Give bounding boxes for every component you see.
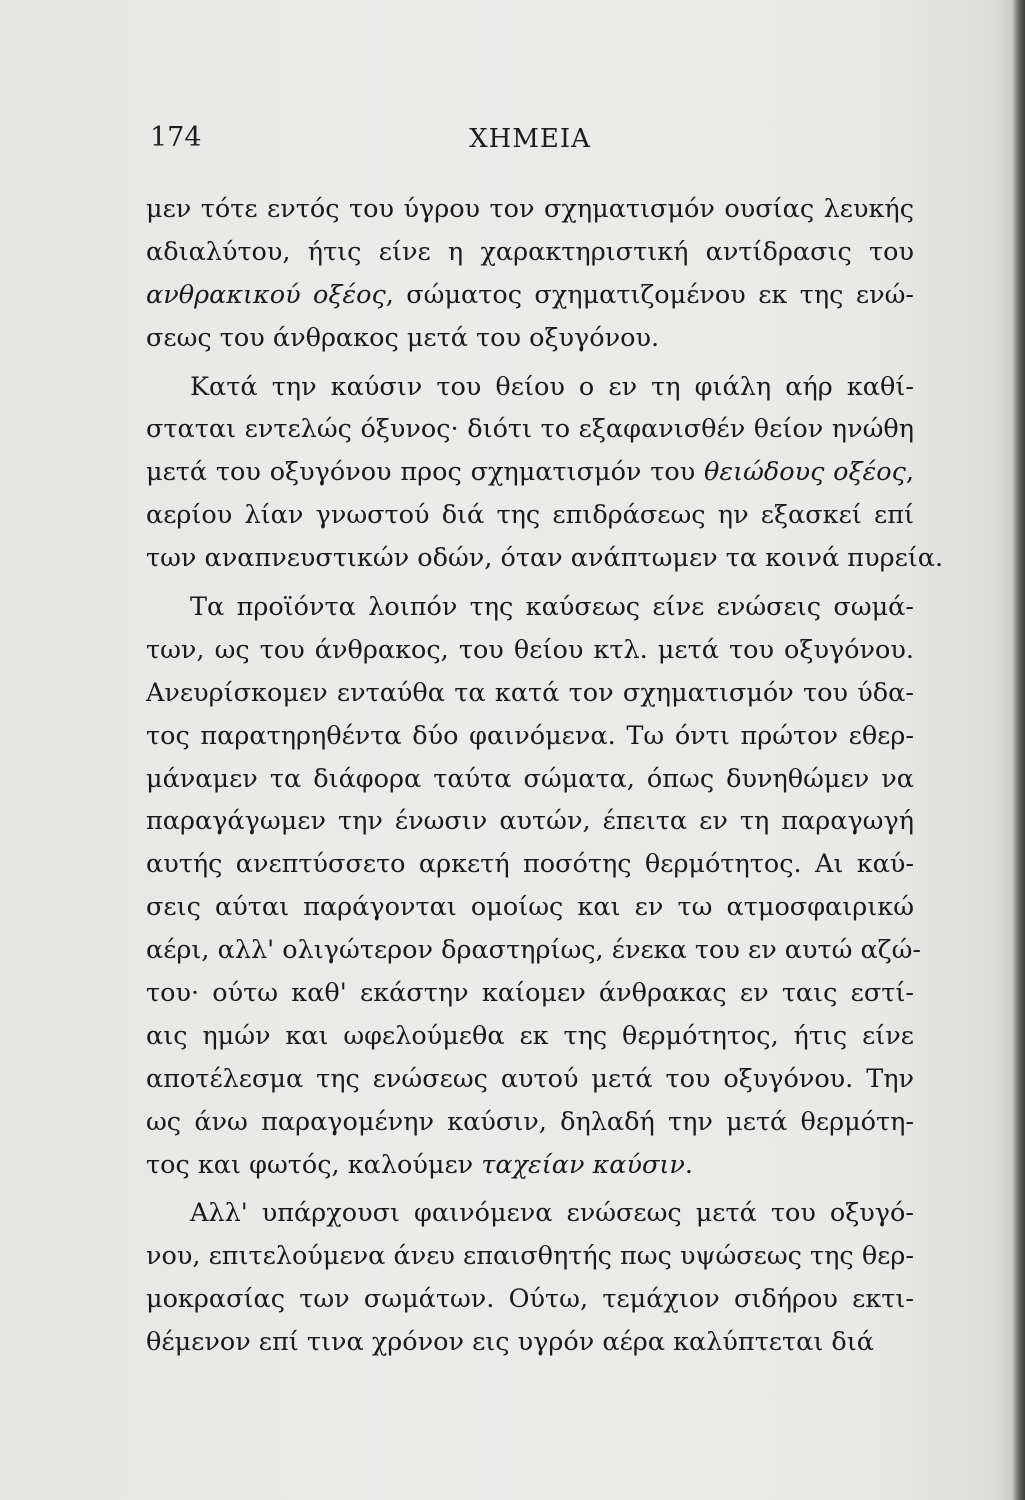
text-line: αέρι, αλλ' ολιγώτερον δραστηρίως, ένεκα του εν αυτώ αζώ- bbox=[146, 935, 921, 966]
text-line: του· ούτω καθ' εκάστην καίομεν άνθρακας εν ταις εστί- bbox=[146, 978, 914, 1009]
text-line: σεως του άνθρακος μετά του οξυγόνου. bbox=[146, 322, 660, 353]
text-line: αυτής ανεπτύσσετο αρκετή ποσότης θερμότητος. Αι καύ- bbox=[146, 849, 914, 880]
text-line: μετά του οξυγόνου προς σχηματισμόν του θειώδους οξέος, bbox=[146, 457, 914, 488]
text-line: Αλλ' υπάρχουσι φαινόμενα ενώσεως μετά του οξυγό- bbox=[190, 1198, 914, 1229]
italic-term: ανθρακικού οξέος bbox=[146, 279, 386, 310]
text-line: Τα προϊόντα λοιπόν της καύσεως είνε ενώσεις σωμά- bbox=[190, 592, 914, 623]
text-line: αις ημών και ωφελούμεθα εκ της θερμότητος, ήτις είνε bbox=[146, 1020, 914, 1051]
text-line: Ανευρίσκομεν ενταύθα τα κατά τον σχηματισμόν του ύδα- bbox=[146, 677, 914, 708]
text-line: μοκρασίας των σωμάτων. Ούτω, τεμάχιον σιδήρου εκτι- bbox=[146, 1284, 914, 1315]
paragraph bbox=[146, 188, 914, 360]
page-number: 174 bbox=[150, 122, 202, 153]
paragraph bbox=[146, 586, 921, 1186]
body-text bbox=[146, 188, 944, 1364]
page-edge-shadow bbox=[1011, 0, 1025, 1500]
chapter-title: ΧΗΜΕΙΑ bbox=[469, 124, 591, 154]
text-line: τος παρατηρηθέντα δύο φαινόμενα. Τω όντι πρώτον εθερ- bbox=[146, 720, 914, 751]
text-line: νου, επιτελούμενα άνευ επαισθητής πως υψώσεως της θερ- bbox=[146, 1241, 914, 1272]
text-line: Κατά την καύσιν του θείου ο εν τη φιάλη αήρ καθί- bbox=[190, 371, 914, 402]
paragraph bbox=[146, 1192, 914, 1364]
text-line: ως άνω παραγομένην καύσιν, δηλαδή την μετά θερμότη- bbox=[146, 1106, 914, 1137]
text-line: των, ως του άνθρακος, του θείου κτλ. μετά του οξυγόνου. bbox=[146, 634, 914, 665]
text-line: ανθρακικού οξέος, σώματος σχηματιζομένου εκ της ενώ- bbox=[146, 279, 914, 310]
paragraph bbox=[146, 366, 944, 580]
text-line: σταται εντελώς όξυνος· διότι το εξαφανισθέν θείον ηνώθη bbox=[146, 414, 914, 445]
text-line: τος και φωτός, καλούμεν ταχείαν καύσιν. bbox=[146, 1149, 694, 1180]
text-line: θέμενον επί τινα χρόνον εις υγρόν αέρα καλύπτεται διά bbox=[146, 1327, 875, 1358]
text-line: παραγάγωμεν την ένωσιν αυτών, έπειτα εν τη παραγωγή bbox=[146, 806, 914, 837]
italic-term: θειώδους οξέος bbox=[704, 457, 906, 488]
text-line: μεν τότε εντός του ύγρου τον σχηματισμόν ουσίας λευκής bbox=[146, 194, 914, 224]
italic-term: ταχείαν καύσιν bbox=[481, 1149, 685, 1180]
text-line: αδιαλύτου, ήτις είνε η χαρακτηριστική αντίδρασις του bbox=[146, 236, 914, 267]
text-line: μάναμεν τα διάφορα ταύτα σώματα, όπως δυνηθώμεν να bbox=[146, 763, 914, 794]
text-line: σεις αύται παράγονται ομοίως και εν τω ατμοσφαιρικώ bbox=[146, 892, 914, 923]
text-line: των αναπνευστικών οδών, όταν ανάπτωμεν τα κοινά πυρεία. bbox=[146, 543, 944, 574]
running-head bbox=[150, 122, 910, 162]
text-line: αποτέλεσμα της ενώσεως αυτού μετά του οξυγόνου. Την bbox=[146, 1063, 914, 1094]
text-line: αερίου λίαν γνωστού διά της επιδράσεως ην εξασκεί επί bbox=[146, 500, 914, 531]
